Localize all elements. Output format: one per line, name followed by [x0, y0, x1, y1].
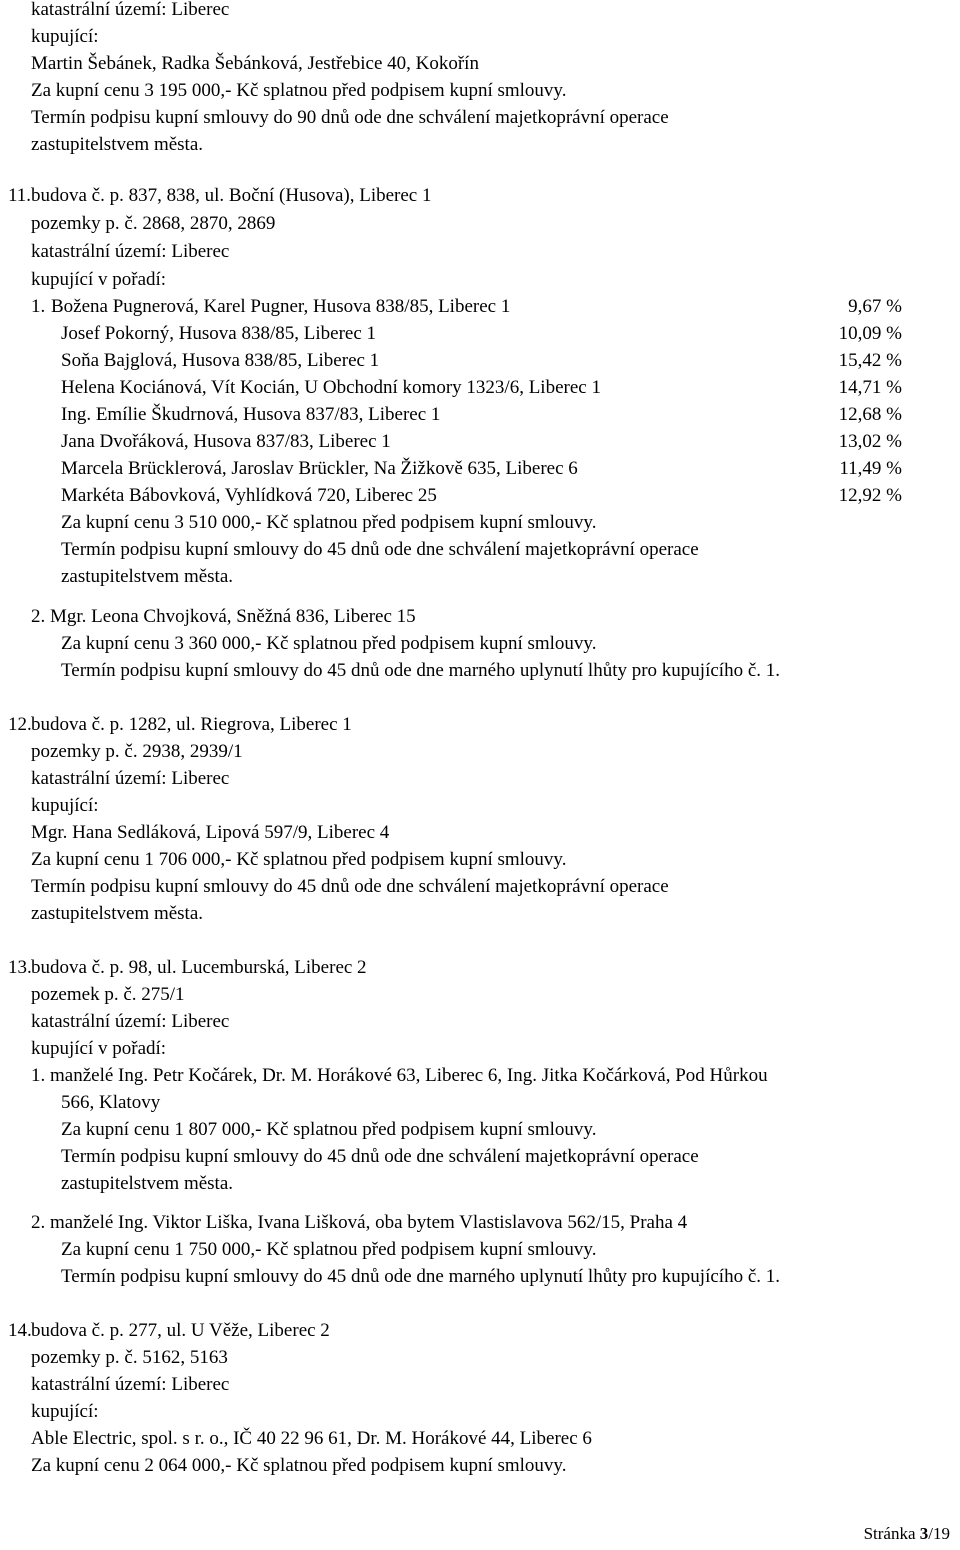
buyer-line: Able Electric, spol. s r. o., IČ 40 22 96 61, Dr. M. Horákové 44, Liberec 6 [31, 1428, 592, 1449]
term-line: Termín podpisu kupní smlouvy do 45 dnů ode dne schválení majetkoprávní operace [61, 1146, 699, 1167]
item-number: 12. [8, 714, 32, 735]
buyer-line: Mgr. Hana Sedláková, Lipová 597/9, Liberec 4 [31, 822, 390, 843]
owner-name: Jana Dvořáková, Husova 837/83, Liberec 1 [61, 431, 391, 452]
owner-share: 11,49 % [839, 458, 902, 479]
item-number: 14. [8, 1320, 32, 1341]
cadastral-line: katastrální území: Liberec [31, 241, 230, 262]
buyers-label: kupující: [31, 795, 99, 816]
term-line-cont: zastupitelstvem města. [61, 1173, 234, 1194]
price-line: Za kupní cenu 1 807 000,- Kč splatnou před podpisem kupní smlouvy. [61, 1119, 597, 1140]
second-buyer: 2. manželé Ing. Viktor Liška, Ivana Lišková, oba bytem Vlastislavova 562/15, Praha 4 [31, 1212, 688, 1233]
cadastral-line: katastrální území: Liberec [31, 768, 230, 789]
owner-name: Ing. Emílie Škudrnová, Husova 837/83, Liberec 1 [61, 404, 441, 425]
owner-name: Markéta Bábovková, Vyhlídková 720, Liberec 25 [61, 485, 437, 506]
cadastral-line: katastrální území: Liberec [31, 1011, 230, 1032]
term-line: Termín podpisu kupní smlouvy do 90 dnů ode dne schválení majetkoprávní operace [31, 107, 669, 128]
price-line: Za kupní cenu 3 510 000,- Kč splatnou před podpisem kupní smlouvy. [61, 512, 597, 533]
plots-line: pozemek p. č. 275/1 [31, 984, 185, 1005]
owner-name: Helena Kociánová, Vít Kocián, U Obchodní komory 1323/6, Liberec 1 [61, 377, 601, 398]
term-line: Termín podpisu kupní smlouvy do 45 dnů ode dne marného uplynutí lhůty pro kupujícího č. 1. [61, 1266, 781, 1287]
owner-name: Josef Pokorný, Husova 838/85, Liberec 1 [61, 323, 377, 344]
term-line: Termín podpisu kupní smlouvy do 45 dnů ode dne marného uplynutí lhůty pro kupujícího č. 1. [61, 660, 781, 681]
price-line: Za kupní cenu 3 195 000,- Kč splatnou před podpisem kupní smlouvy. [31, 80, 567, 101]
first-buyer-number: 1. [31, 296, 46, 317]
page-label: Stránka [863, 1524, 920, 1543]
buyers-label: kupující v pořadí: [31, 1038, 167, 1059]
term-line-cont: zastupitelstvem města. [31, 134, 204, 155]
second-buyer: 2. Mgr. Leona Chvojková, Sněžná 836, Liberec 15 [31, 606, 416, 627]
owner-share: 14,71 % [838, 377, 902, 398]
owner-name: Božena Pugnerová, Karel Pugner, Husova 838/85, Liberec 1 [51, 296, 511, 317]
term-line-cont: zastupitelstvem města. [31, 903, 204, 924]
cadastral-line: katastrální území: Liberec [31, 0, 230, 20]
building-line: budova č. p. 837, 838, ul. Boční (Husova), Liberec 1 [31, 185, 432, 206]
first-buyer: 1. manželé Ing. Petr Kočárek, Dr. M. Horákové 63, Liberec 6, Ing. Jitka Kočárková, Pod Hůrkou [31, 1065, 768, 1086]
buyers-label: kupující v pořadí: [31, 269, 167, 290]
price-line: Za kupní cenu 1 706 000,- Kč splatnou před podpisem kupní smlouvy. [31, 849, 567, 870]
owner-name: Soňa Bajglová, Husova 838/85, Liberec 1 [61, 350, 380, 371]
plots-line: pozemky p. č. 5162, 5163 [31, 1347, 228, 1368]
price-line: Za kupní cenu 2 064 000,- Kč splatnou před podpisem kupní smlouvy. [31, 1455, 567, 1476]
owner-share: 10,09 % [838, 323, 902, 344]
plots-line: pozemky p. č. 2868, 2870, 2869 [31, 213, 276, 234]
page-total: 19 [933, 1524, 950, 1543]
term-line: Termín podpisu kupní smlouvy do 45 dnů ode dne schválení majetkoprávní operace [31, 876, 669, 897]
owner-share: 15,42 % [838, 350, 902, 371]
building-line: budova č. p. 1282, ul. Riegrova, Liberec 1 [31, 714, 352, 735]
cadastral-line: katastrální území: Liberec [31, 1374, 230, 1395]
term-line: Termín podpisu kupní smlouvy do 45 dnů ode dne schválení majetkoprávní operace [61, 539, 699, 560]
item-number: 13. [8, 957, 32, 978]
building-line: budova č. p. 277, ul. U Věže, Liberec 2 [31, 1320, 330, 1341]
price-line: Za kupní cenu 3 360 000,- Kč splatnou před podpisem kupní smlouvy. [61, 633, 597, 654]
page-footer [864, 1520, 950, 1547]
owner-share: 12,68 % [838, 404, 902, 425]
page-current: 3 [919, 1524, 929, 1543]
price-line: Za kupní cenu 1 750 000,- Kč splatnou před podpisem kupní smlouvy. [61, 1239, 597, 1260]
building-line: budova č. p. 98, ul. Lucemburská, Liberec 2 [31, 957, 367, 978]
term-line-cont: zastupitelstvem města. [61, 566, 234, 587]
owner-name: Marcela Brücklerová, Jaroslav Brückler, Na Žižkově 635, Liberec 6 [61, 458, 578, 479]
buyers-label: kupující: [31, 26, 99, 47]
first-buyer-cont: 566, Klatovy [61, 1092, 161, 1113]
item-number: 11. [8, 185, 32, 206]
owner-share: 13,02 % [838, 431, 902, 452]
buyers-label: kupující: [31, 1401, 99, 1422]
owner-share: 9,67 % [848, 296, 902, 317]
buyer-line: Martin Šebánek, Radka Šebánková, Jestřebice 40, Kokořín [31, 53, 479, 74]
owner-share: 12,92 % [838, 485, 902, 506]
page-separator: / [928, 1524, 933, 1543]
plots-line: pozemky p. č. 2938, 2939/1 [31, 741, 243, 762]
